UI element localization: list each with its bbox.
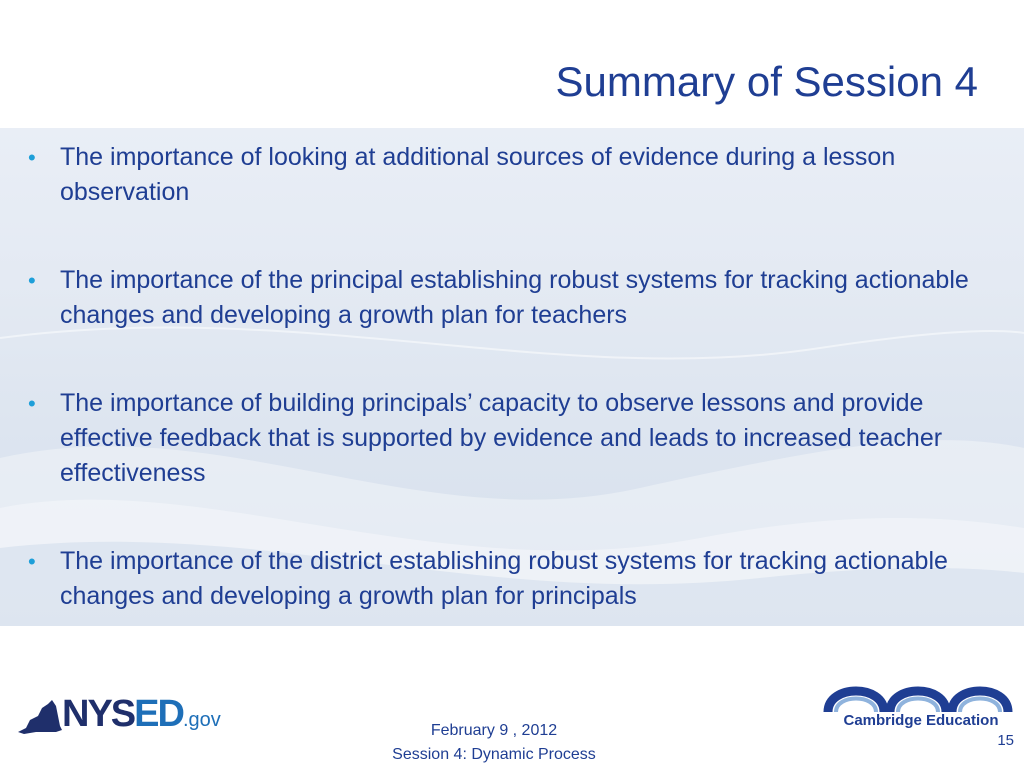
bullet-dot-icon: • <box>28 391 36 416</box>
bullet-dot-icon: • <box>28 268 36 293</box>
bullet-item <box>26 140 1016 210</box>
slide-title: Summary of Session 4 <box>555 58 978 105</box>
nysed-wordmark: NYSED.gov <box>62 693 221 735</box>
footer-date: February 9 , 2012 <box>430 722 558 739</box>
bullet-list <box>26 140 1016 667</box>
footer-session: Session 4: Dynamic Process <box>392 746 596 763</box>
bullet-item <box>26 544 1016 614</box>
new-york-state-map-icon <box>16 698 64 738</box>
bullet-item <box>26 386 1016 491</box>
nysed-logo <box>16 692 221 748</box>
bullet-text: The importance of building principals’ capacity to observe lessons and provide effective feedback that is supported by evidence and leads to increased teacher effectiveness <box>60 389 943 487</box>
bullet-dot-icon: • <box>28 549 36 574</box>
cambridge-education-wordmark: Cambridge Education <box>843 712 999 729</box>
bullet-text: The importance of looking at additional sources of evidence during a lesson observation <box>60 143 896 206</box>
bullet-text: The importance of the principal establishing robust systems for tracking actionable changes and developing a growth plan for teachers <box>60 266 969 329</box>
bullet-text: The importance of the district establishing robust systems for tracking actionable changes and developing a growth plan for principals <box>60 547 948 610</box>
slide-number: 15 <box>997 732 1014 749</box>
bullet-item <box>26 263 1016 333</box>
bullet-dot-icon: • <box>28 145 36 170</box>
